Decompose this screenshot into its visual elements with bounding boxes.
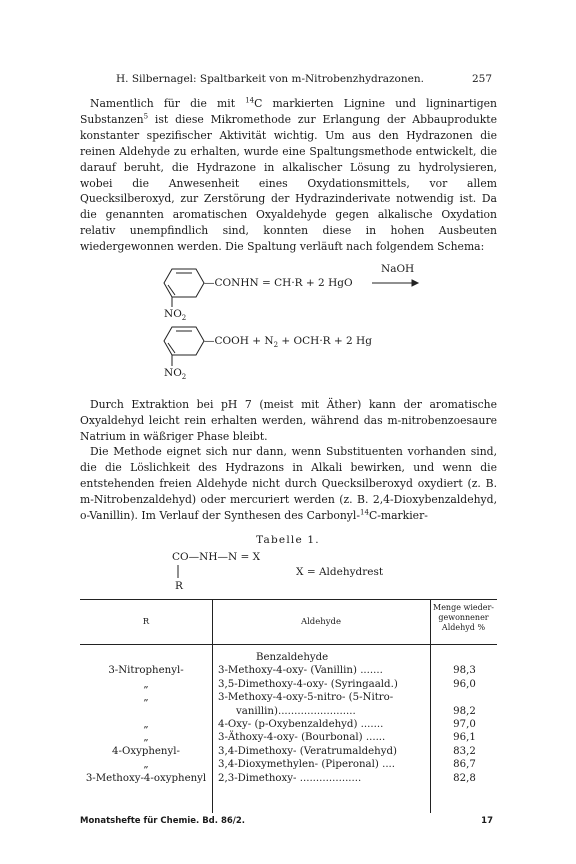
page-number: 257 xyxy=(471,73,492,85)
cell-r: „ xyxy=(143,759,149,771)
footnote-ref: 5 xyxy=(143,112,149,121)
nitro-group-label-1 xyxy=(164,308,186,322)
cell-aldehyde: 3-Äthoxy-4-oxy- (Bourbonal) ...... xyxy=(218,732,386,744)
cell-aldehyde: 3-Methoxy-4-oxy- (Vanillin) ....... xyxy=(218,665,383,677)
superscript-isotope: 14 xyxy=(245,96,255,105)
table-row xyxy=(80,692,497,705)
cell-yield: 96,0 xyxy=(453,678,476,690)
header-line: Aldehyd % xyxy=(441,623,486,632)
cell-r: „ xyxy=(143,678,149,690)
table-top-rule xyxy=(80,599,497,600)
paragraph-intro xyxy=(80,96,497,255)
table-row xyxy=(80,652,497,665)
product-text: + OCH·R + 2 Hg xyxy=(278,335,372,347)
formula-r: R xyxy=(175,580,183,592)
table-header-rule xyxy=(80,644,497,645)
text-run: Die Methode eignet sich nur dann, wenn Substituenten vorhanden sind, die die Löslichkeit des Hydrazons in Alkali bewirken, und wenn die entstehenden freien Aldehyde nicht durch Quecksilberoxyd oxydiert (z. B. m-Nitrobenzaldehyd) oder mercuriert werden (z. B. 2,4-Dioxybenzaldehyd, o-Vanillin). Im Verlauf der Synthesen des Carbonyl- xyxy=(80,445,497,522)
cell-yield: 83,2 xyxy=(453,745,476,757)
cell-yield: 98,2 xyxy=(453,705,476,717)
cell-aldehyde: 3,5-Dimethoxy-4-oxy- (Syringaald.) xyxy=(218,678,398,690)
table-row xyxy=(80,719,497,732)
cell-aldehyde: vanillin)........................ xyxy=(236,705,356,717)
reagent-naoh: NaOH xyxy=(381,263,415,275)
signature-mark: 17 xyxy=(481,816,493,826)
column-header-aldehyde: Aldehyde xyxy=(300,617,342,627)
product-text: —COOH + N xyxy=(204,335,274,347)
header-line: Menge wieder- xyxy=(433,603,494,612)
cell-yield: 82,8 xyxy=(453,772,476,784)
cell-aldehyde: 3,4-Dioxymethylen- (Piperonal) .... xyxy=(218,759,396,771)
nitro-subscript: 2 xyxy=(181,373,187,382)
table-formula: CO—NH—N = X xyxy=(172,551,261,563)
text-run: C markierten Lignine und ligninartigen Substanzen xyxy=(80,97,497,126)
cell-r: „ xyxy=(143,692,149,704)
header-line: gewonnener xyxy=(438,613,489,622)
cell-aldehyde: 3-Methoxy-4-oxy-5-nitro- (5-Nitro- xyxy=(218,692,394,704)
equation-reactants: —CONHN = CH·R + 2 HgO xyxy=(204,277,353,289)
cell-yield: 96,1 xyxy=(453,732,476,744)
paragraph-method xyxy=(80,444,497,524)
formula-x-definition: X = Aldehydrest xyxy=(296,566,384,578)
cell-aldehyde: Benzaldehyde xyxy=(256,652,329,663)
table-row xyxy=(80,706,497,719)
table-row xyxy=(80,665,497,678)
running-title: H. Silbernagel: Spaltbarkeit von m-Nitrobenzhydrazonen. xyxy=(116,73,424,85)
cell-r: „ xyxy=(143,732,149,744)
nitro-label: NO xyxy=(164,308,182,320)
nitro-subscript: 2 xyxy=(181,314,187,323)
cell-yield: 98,3 xyxy=(453,665,476,677)
nitro-group-label-2 xyxy=(164,367,186,381)
cell-r: „ xyxy=(143,719,149,730)
cell-r: 3-Methoxy-4-oxyphenyl xyxy=(85,772,207,784)
column-header-menge xyxy=(430,603,497,633)
benzene-ring-2 xyxy=(164,327,204,366)
benzene-ring-1 xyxy=(164,269,204,307)
table-row xyxy=(80,679,497,692)
journal-reference: Monatshefte für Chemie. Bd. 86/2. xyxy=(80,816,246,826)
text-run: ist diese Mikromethode zur Erlangung der Abbauprodukte konstanter spezifischer Aktivität wichtig. Um aus den Hydrazonen die reinen Aldehyde zu erhalten, wurde eine Spaltungsmethode entwickelt, die darauf beruht, die Hydrazone in alkalischer Lösung zu hydrolysieren, wobei die Anwesenheit eines Oxydationsmittels, vor allem Quecksilberoxyd, zur Zerstörung der Hydrazinderivate notwendig ist. Da die genannten aromatischen Oxyaldehyde gegen alkalische Oxydation relativ unempfindlich sind, konnten diese in hohen Ausbeuten wiedergewonnen werden. Die Spaltung verläuft nach folgendem Schema: xyxy=(80,112,497,254)
text-run: C-markier- xyxy=(368,508,428,522)
cell-yield: 97,0 xyxy=(453,719,476,730)
product-subscript: 2 xyxy=(273,341,279,350)
table-row xyxy=(80,746,497,759)
cell-yield: 86,7 xyxy=(453,759,476,771)
table-caption: Tabelle 1. xyxy=(256,534,320,546)
cell-r: 4-Oxyphenyl- xyxy=(112,745,180,757)
cell-aldehyde: 2,3-Dimethoxy- ................... xyxy=(218,772,362,784)
column-header-r: R xyxy=(142,617,150,627)
cell-aldehyde: 3,4-Dimethoxy- (Veratrumaldehyd) xyxy=(218,745,397,757)
nitro-label: NO xyxy=(164,367,182,379)
cell-aldehyde: 4-Oxy- (p-Oxybenzaldehyd) ....... xyxy=(218,719,384,730)
text-run: Namentlich für die mit xyxy=(90,97,246,110)
table-row xyxy=(80,759,497,772)
paragraph-extraction: Durch Extraktion bei pH 7 (meist mit Äther) kann der aromatische Oxyaldehyd leicht rein erhalten werden, während das m-nitrobenzoesaure Natrium in wäßriger Phase bleibt. xyxy=(80,398,497,443)
equation-products xyxy=(204,335,372,349)
cell-r: 3-Nitrophenyl- xyxy=(108,665,184,677)
superscript-isotope: 14 xyxy=(360,508,369,517)
table-row xyxy=(80,773,497,786)
table-row xyxy=(80,732,497,745)
reaction-arrow xyxy=(372,280,418,286)
